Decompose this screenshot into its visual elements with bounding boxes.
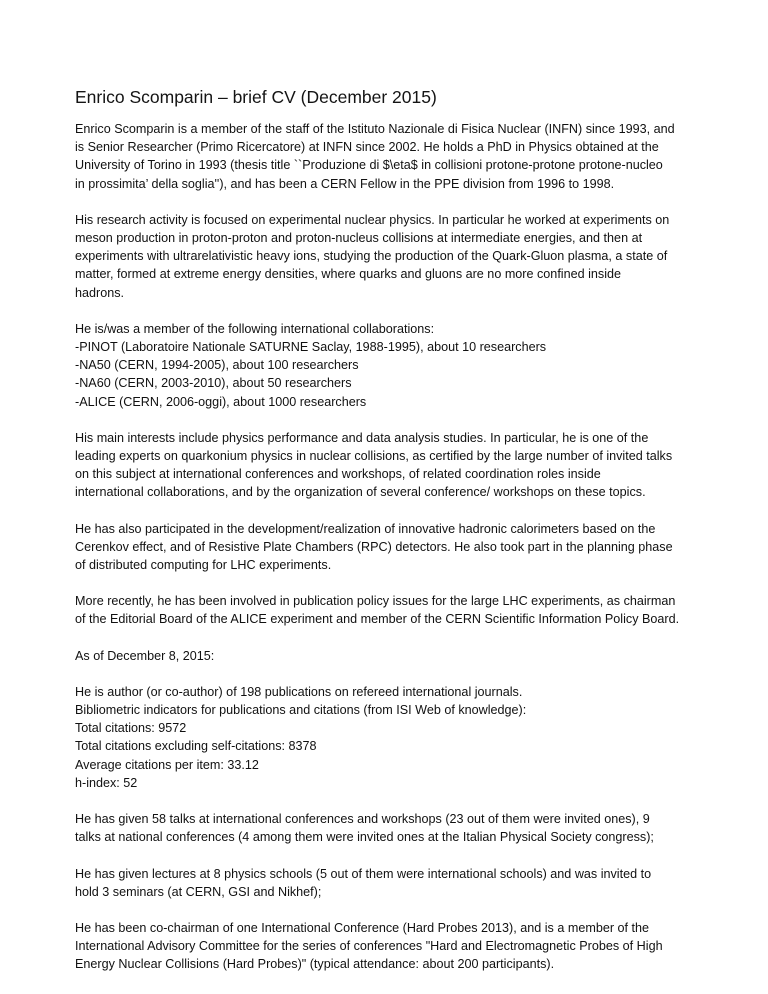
paragraph-line: experiments with ultrarelativistic heavy ions, studying the production of the Quark-Gluon plasma, a state of: [75, 249, 668, 264]
paragraph-line: is Senior Researcher (Primo Ricercatore) at INFN since 2002. He holds a PhD in Physics obtained at the: [75, 140, 659, 155]
paragraph-line: Energy Nuclear Collisions (Hard Probes)" (typical attendance: about 200 participants).: [75, 957, 555, 972]
paragraph-line: More recently, he has been involved in publication policy issues for the large LHC experiments, as chairman: [75, 594, 676, 609]
paragraph-line: Bibliometric indicators for publications and citations (from ISI Web of knowledge):: [75, 703, 527, 718]
paragraph-line: His research activity is focused on experimental nuclear physics. In particular he worked at experiments on: [75, 212, 670, 227]
paragraph-7: [75, 647, 715, 665]
paragraph-11: [75, 919, 715, 974]
paragraph-line: Enrico Scomparin is a member of the staff of the Istituto Nazionale di Fisica Nuclear (INFN) since 1993, and: [75, 122, 675, 136]
paragraph-line: He has given lectures at 8 physics schools (5 out of them were international schools) and was invited to: [75, 866, 652, 881]
paragraph-line: As of December 8, 2015:: [75, 648, 215, 663]
paragraph-line: He has given 58 talks at international conferences and workshops (23 out of them were invited ones), 9: [75, 812, 650, 827]
paragraph-5: [75, 520, 715, 575]
paragraph-line: Total citations: 9572: [75, 721, 187, 736]
document-body: [75, 120, 715, 974]
paragraph-line: He has also participated in the development/realization of innovative hadronic calorimeters based on the: [75, 521, 656, 536]
paragraph-10: [75, 865, 715, 901]
paragraph-line: of distributed computing for LHC experiments.: [75, 558, 332, 573]
paragraph-line: His main interests include physics performance and data analysis studies. In particular, he is one of the: [75, 430, 649, 445]
paragraph-line: -PINOT (Laboratoire Nationale SATURNE Saclay, 1988-1995), about 10 researchers: [75, 340, 547, 355]
paragraph-line: talks at national conferences (4 among them were invited ones at the Italian Physical Society congress);: [75, 830, 654, 845]
paragraph-line: on this subject at international conferences and workshops, of related coordination roles inside: [75, 467, 601, 482]
paragraph-line: in prossimita’ della soglia''), and has been a CERN Fellow in the PPE division from 1996 to 1998.: [75, 176, 615, 191]
paragraph-4: [75, 429, 715, 502]
paragraph-line: Total citations excluding self-citations: 8378: [75, 739, 317, 754]
paragraph-line: International Advisory Committee for the series of conferences "Hard and Electromagnetic Probes of High: [75, 939, 663, 954]
paragraph-line: international collaborations, and by the organization of several conference/ workshops on these topics.: [75, 485, 646, 500]
paragraph-line: He has been co-chairman of one International Conference (Hard Probes 2013), and is a member of the: [75, 920, 650, 935]
paragraph-9: [75, 810, 715, 846]
document-page: [75, 86, 715, 992]
paragraph-8: [75, 683, 715, 792]
paragraph-line: -NA50 (CERN, 1994-2005), about 100 researchers: [75, 358, 359, 373]
document-title: Enrico Scomparin – brief CV (December 2015): [75, 87, 437, 107]
paragraph-6: [75, 592, 715, 628]
paragraph-line: matter, formed at extreme energy densities, where quarks and gluons are no more confined inside: [75, 267, 622, 282]
paragraph-line: h-index: 52: [75, 775, 138, 790]
paragraph-line: -NA60 (CERN, 2003-2010), about 50 researchers: [75, 376, 352, 391]
paragraph-line: He is author (or co-author) of 198 publications on refereed international journals.: [75, 684, 523, 699]
paragraph-line: Cerenkov effect, and of Resistive Plate Chambers (RPC) detectors. He also took part in the planning phase: [75, 539, 673, 554]
paragraph-line: leading experts on quarkonium physics in nuclear collisions, as certified by the large number of invited talks: [75, 449, 673, 464]
paragraph-1: [75, 120, 715, 193]
paragraph-line: He is/was a member of the following international collaborations:: [75, 321, 435, 336]
paragraph-line: of the Editorial Board of the ALICE experiment and member of the CERN Scientific Information Policy Board.: [75, 612, 680, 627]
paragraph-line: Average citations per item: 33.12: [75, 757, 259, 772]
paragraph-3: [75, 320, 715, 411]
paragraph-2: [75, 211, 715, 302]
paragraph-line: hadrons.: [75, 285, 125, 300]
paragraph-line: hold 3 seminars (at CERN, GSI and Nikhef);: [75, 884, 322, 899]
paragraph-line: meson production in proton-proton and proton-nucleus collisions at intermediate energies, and then at: [75, 231, 643, 246]
paragraph-line: University of Torino in 1993 (thesis title ``Produzione di $\eta$ in collisioni protone-protone protone-nucleo: [75, 158, 663, 173]
paragraph-line: -ALICE (CERN, 2006-oggi), about 1000 researchers: [75, 394, 367, 409]
